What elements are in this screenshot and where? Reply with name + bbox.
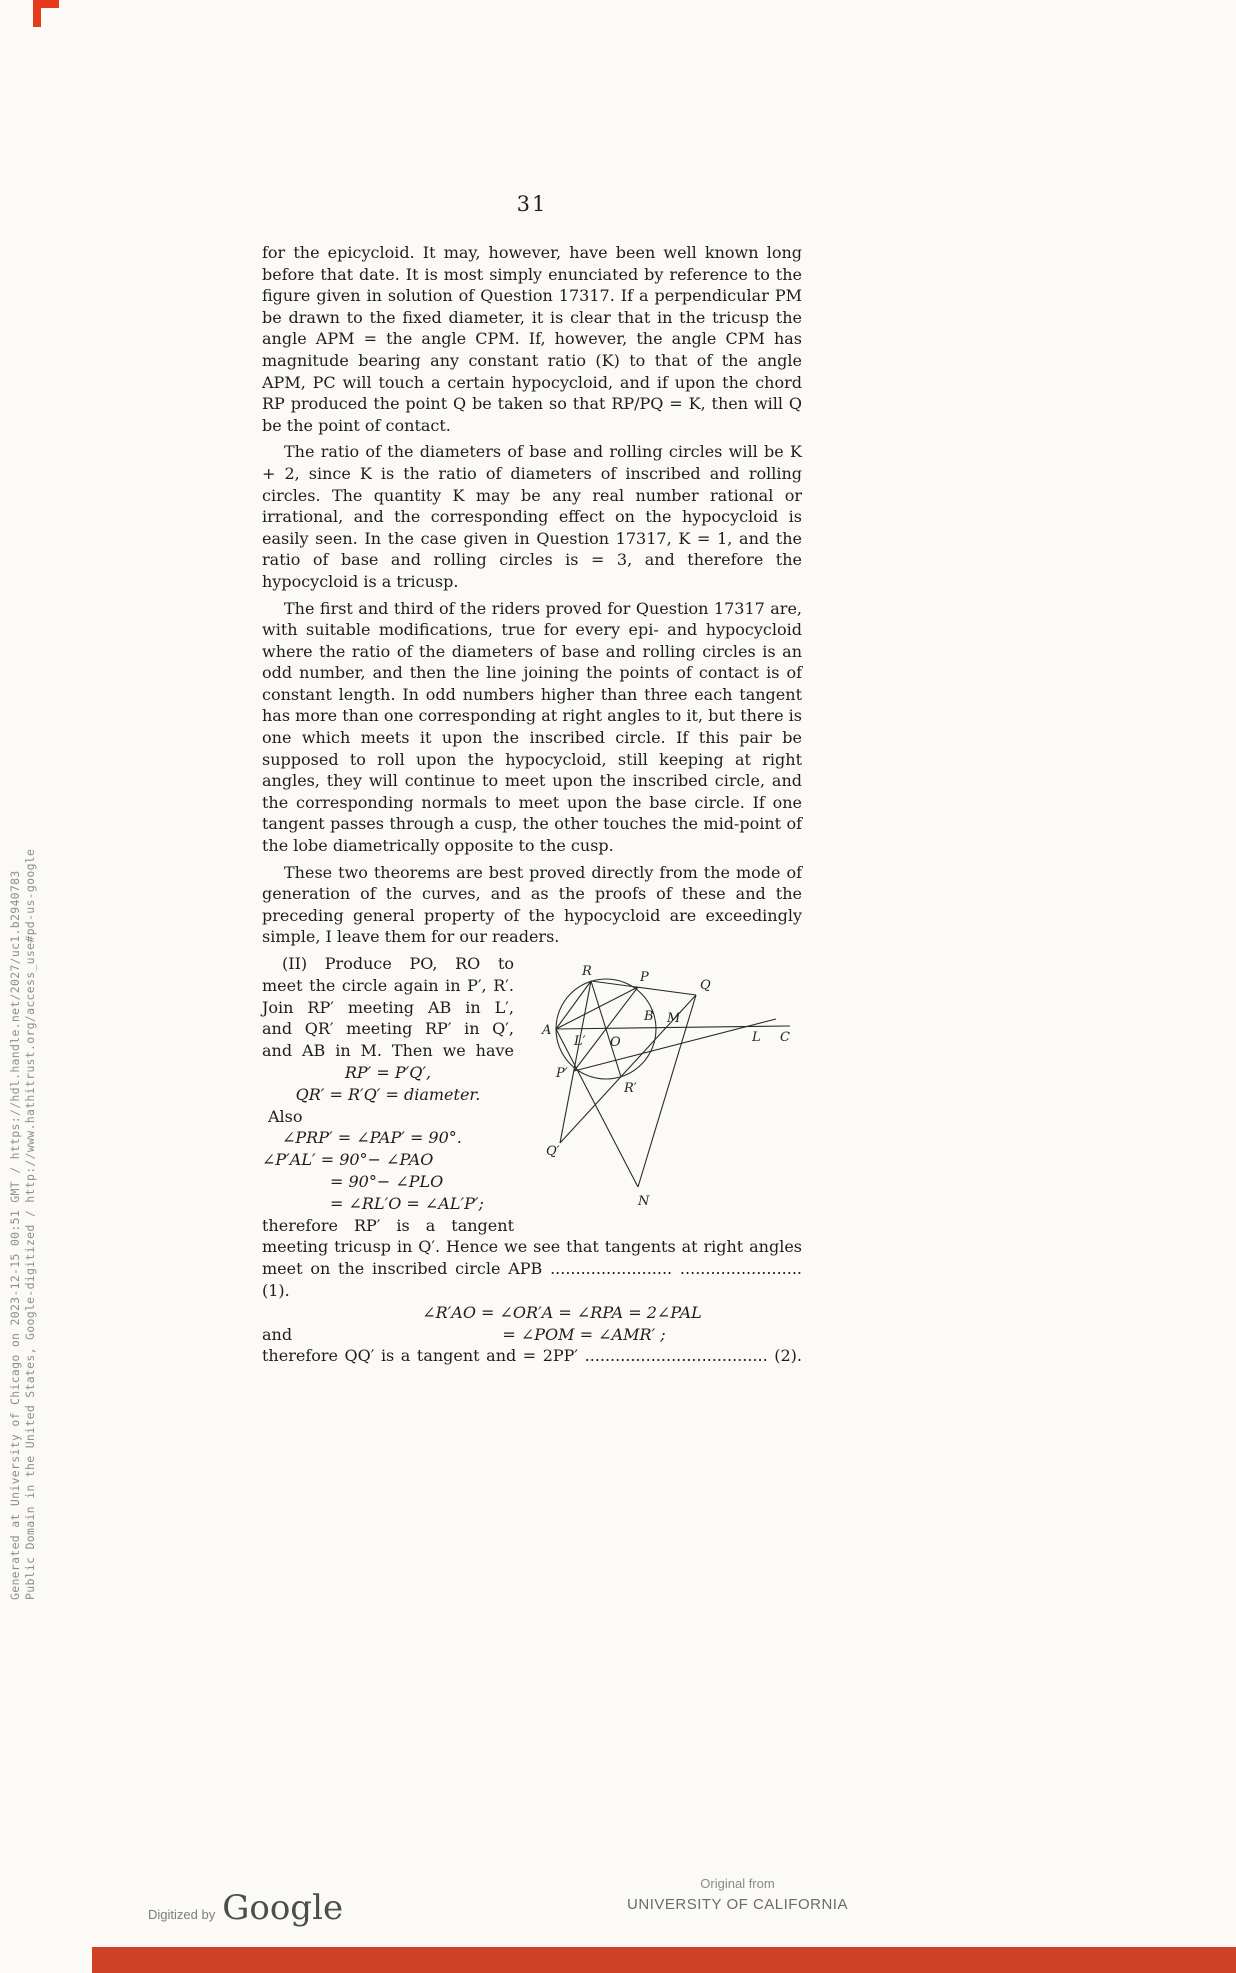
figure-label-P: P xyxy=(640,970,649,985)
equation-line: ∠PRP′ = ∠PAP′ = 90°. xyxy=(282,1128,462,1148)
figure-svg xyxy=(518,949,818,1211)
equation-line: ∠R′AO = ∠OR′A = ∠RPA = 2∠PAL xyxy=(422,1302,702,1322)
text-line: Join RP′ meeting AB in L′, xyxy=(262,997,514,1017)
text-line: and AB in M. Then we have xyxy=(262,1041,514,1061)
text-line-leader-1: meet on the inscribed circle APB ........................ ........................ (1). xyxy=(262,1259,802,1300)
paragraph-3: The first and third of the riders proved for Question 17317 are, with suitable modifications, true for every epi- and hypocycloid where the ratio of the diameters of base and rolling circles is an odd number, and then the line joining the points of contact is of constant length. In odd numbers higher than three each tangent has more than one corresponding at right angles to it, but there is one which meets it upon the inscribed circle. If this pair be supposed to roll upon the hypocycloid, still keeping at right angles, they will continue to meet upon the inscribed circle, and the corresponding normals to meet upon the base circle. If one tangent passes through a cusp, the other touches the mid-point of the lobe diametrically opposite to the cusp. xyxy=(262,598,802,856)
text-line-leader-2: therefore QQ′ is a tangent and = 2PP′ .................................... (2). xyxy=(262,1346,802,1366)
stamp-public-domain-line: Public Domain in the United States, Google-digitized / http://www.hathitrust.org/access_use#pd-us-google xyxy=(23,848,37,1600)
equation-line: = 90°− ∠PLO xyxy=(330,1171,444,1191)
figure-label-Lprime: L′ xyxy=(574,1034,586,1049)
registration-mark-horizontal xyxy=(33,0,59,8)
paragraph-1: for the epicycloid. It may, however, have been well known long before that date. It is most simply enunciated by reference to the figure given in solution of Question 17317. If a perpendicular PM be drawn to the fixed diameter, it is clear that in the tricusp the angle APM = the angle CPM. If, however, the angle CPM has magnitude bearing any constant ratio (K) to that of the angle APM, PC will touch a certain hypocycloid, and if upon the chord RP produced the point Q be taken so that RP/PQ = K, then will Q be the point of contact. xyxy=(262,243,802,435)
figure-label-M: M xyxy=(667,1011,681,1026)
figure-label-A: A xyxy=(542,1023,552,1038)
text-line: therefore RP′ is a tangent xyxy=(262,1215,514,1235)
line-R-Qprime xyxy=(560,981,591,1143)
text-line: (II) Produce PO, RO to xyxy=(282,954,514,973)
stamp-generated-line: Generated at University of Chicago on 2023-12-15 00:51 GMT / https://hdl.handle.net/2027/uc1.b2940783 xyxy=(8,870,22,1600)
digitized-by-footer xyxy=(148,1888,343,1928)
figure-label-Qprime: Q′ xyxy=(546,1144,560,1159)
library-stamp xyxy=(8,770,38,1600)
figure-label-Pprime: P′ xyxy=(556,1066,568,1081)
scan-footer-bar xyxy=(92,1947,1236,1973)
figure-label-N: N xyxy=(638,1194,650,1209)
equation-line: ∠P′AL′ = 90°− ∠PAO xyxy=(262,1150,434,1170)
original-from-label: Original from xyxy=(700,1876,775,1891)
equation-line: RP′ = P′Q′, xyxy=(344,1062,432,1082)
figure-label-Q: Q xyxy=(700,978,711,993)
figure-label-L: L xyxy=(752,1030,761,1045)
equation-line: QR′ = R′Q′ = diameter. xyxy=(295,1084,481,1104)
geometry-figure xyxy=(518,949,818,1236)
page-number: 31 xyxy=(516,192,548,216)
figure-label-C: C xyxy=(780,1030,790,1045)
equation-continued: = ∠POM = ∠AMR′ ; xyxy=(502,1324,666,1344)
and-label: and xyxy=(262,1324,293,1344)
figure-label-B: B xyxy=(644,1009,654,1024)
figure-label-R: R xyxy=(582,964,592,979)
line-A-N xyxy=(556,1029,638,1187)
figure-text-column xyxy=(262,953,514,1236)
figure-section xyxy=(262,953,802,1236)
line-A-P xyxy=(556,987,638,1029)
text-line: meet the circle again in P′, R′. xyxy=(262,975,514,995)
equation-line: = ∠RL′O = ∠AL′P′; xyxy=(330,1193,484,1213)
figure-label-O: O xyxy=(610,1035,621,1050)
equation-line-and xyxy=(262,1324,802,1346)
original-from-footer xyxy=(615,1876,860,1913)
line-A-R xyxy=(556,981,591,1029)
institution-name: UNIVERSITY OF CALIFORNIA xyxy=(627,1896,848,1913)
paragraph-2: The ratio of the diameters of base and rolling circles will be K + 2, since K is the ratio of diameters of inscribed and rolling circles. The quantity K may be any real number rational or irrational, and the corresponding effect on the hypocycloid is easily seen. In the case given in Question 17317, K = 1, and the ratio of base and rolling circles is = 3, and therefore the hypocycloid is a tricusp. xyxy=(262,442,802,591)
text-line: Also xyxy=(268,1106,303,1126)
line-A-C xyxy=(556,1026,790,1029)
google-logo: Google xyxy=(222,1888,344,1928)
digitized-by-label: Digitized by xyxy=(148,1907,216,1922)
text-line: meeting tricusp in Q′. Hence we see that tangents at right angles xyxy=(262,1237,802,1257)
page-content xyxy=(262,192,802,1367)
text-line: and QR′ meeting RP′ in Q′, xyxy=(262,1019,514,1039)
paragraph-4: These two theorems are best proved directly from the mode of generation of the curves, and as the proofs of these and the preceding general property of the hypocycloid are exceedingly simple, I leave them for our readers. xyxy=(262,862,802,947)
figure-label-Rprime: R′ xyxy=(624,1081,637,1096)
